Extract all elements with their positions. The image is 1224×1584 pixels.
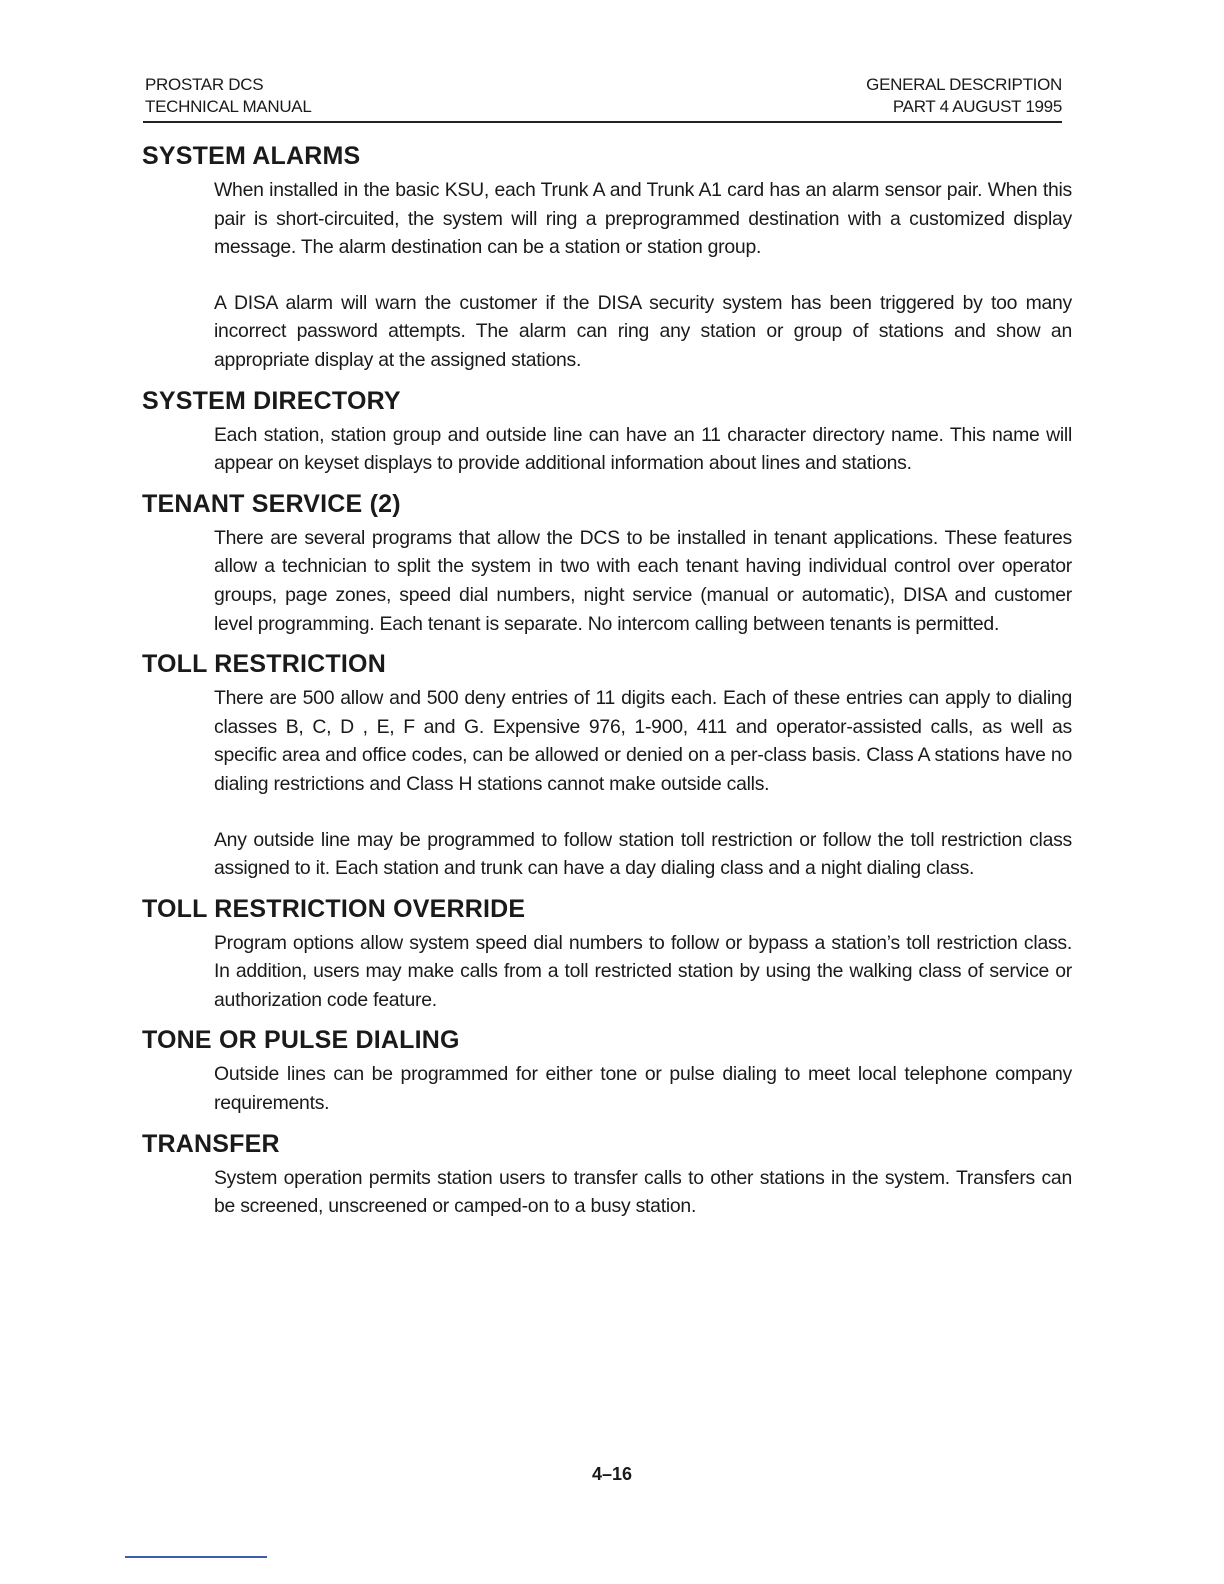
header-product: PROSTAR DCS: [145, 75, 264, 94]
header-left: [145, 74, 312, 118]
header-chapter: GENERAL DESCRIPTION: [866, 75, 1062, 94]
section-tenant-service: [142, 488, 1072, 638]
header-part-date: PART 4 AUGUST 1995: [892, 97, 1062, 116]
section-paragraph: Program options allow system speed dial numbers to follow or bypass a station’s toll restriction class. In addition, users may make calls from a toll restricted station by using the walking class of service or authorization code feature.: [214, 931, 1072, 1011]
section-paragraph: Any outside line may be programmed to follow station toll restriction or follow the toll restriction class assigned to it. Each station and trunk can have a day dialing class and a night dialing class.: [214, 828, 1072, 880]
section-heading: SYSTEM ALARMS: [142, 142, 361, 170]
section-transfer: [142, 1128, 1072, 1221]
section-paragraph: Each station, station group and outside line can have an 11 character directory name. This name will appear on keyset displays to provide additional information about lines and stations.: [214, 423, 1072, 475]
section-heading: TOLL RESTRICTION: [142, 650, 386, 679]
section-heading: TENANT SERVICE (2): [142, 489, 401, 518]
bottom-edge-mark: [125, 1556, 267, 1558]
section-toll-restriction-override: [142, 893, 1072, 1015]
section-heading: TONE OR PULSE DIALING: [142, 1026, 460, 1055]
section-paragraph: There are several programs that allow the DCS to be installed in tenant applications. These features allow a technician to split the system in two with each tenant having individual control over operator groups, page zones, speed dial numbers, night service (manual or automatic), DISA and customer level programming. Each tenant is separate. No intercom calling between tenants is permitted.: [214, 526, 1072, 635]
section-paragraph: A DISA alarm will warn the customer if the DISA security system has been triggered by too many incorrect password attempts. The alarm can ring any station or group of stations and show an appropriate display at the assigned stations.: [214, 291, 1072, 371]
section-paragraph: When installed in the basic KSU, each Trunk A and Trunk A1 card has an alarm sensor pair. When this pair is short-circuited, the system will ring a preprogrammed destination with a customized display message. The alarm destination can be a station or station group.: [214, 179, 1072, 259]
section-system-directory: [142, 385, 1072, 478]
section-heading: TOLL RESTRICTION OVERRIDE: [142, 894, 526, 923]
section-toll-restriction: [142, 648, 1072, 883]
header-right: [866, 74, 1062, 118]
section-tone-or-pulse-dialing: [142, 1024, 1072, 1117]
page-number: 4–16: [591, 1464, 633, 1484]
page-body: [142, 140, 1072, 1221]
section-system-alarms: [142, 140, 1072, 375]
header-rule: [143, 121, 1062, 123]
section-paragraph: Outside lines can be programmed for either tone or pulse dialing to meet local telephone company requirements.: [214, 1063, 1072, 1115]
section-heading: TRANSFER: [142, 1129, 280, 1158]
header-manual: TECHNICAL MANUAL: [145, 97, 312, 116]
section-heading: SYSTEM DIRECTORY: [142, 386, 401, 415]
section-paragraph: There are 500 allow and 500 deny entries of 11 digits each. Each of these entries can apply to dialing classes B, C, D , E, F and G. Expensive 976, 1-900, 411 and operator-assisted calls, as well as specific area and office codes, can be allowed or denied on a per-class basis. Class A stations have no dialing restrictions and Class H stations cannot make outside calls.: [214, 687, 1072, 795]
section-paragraph: System operation permits station users to transfer calls to other stations in the system. Transfers can be screened, unscreened or camped-on to a busy station.: [214, 1166, 1072, 1218]
